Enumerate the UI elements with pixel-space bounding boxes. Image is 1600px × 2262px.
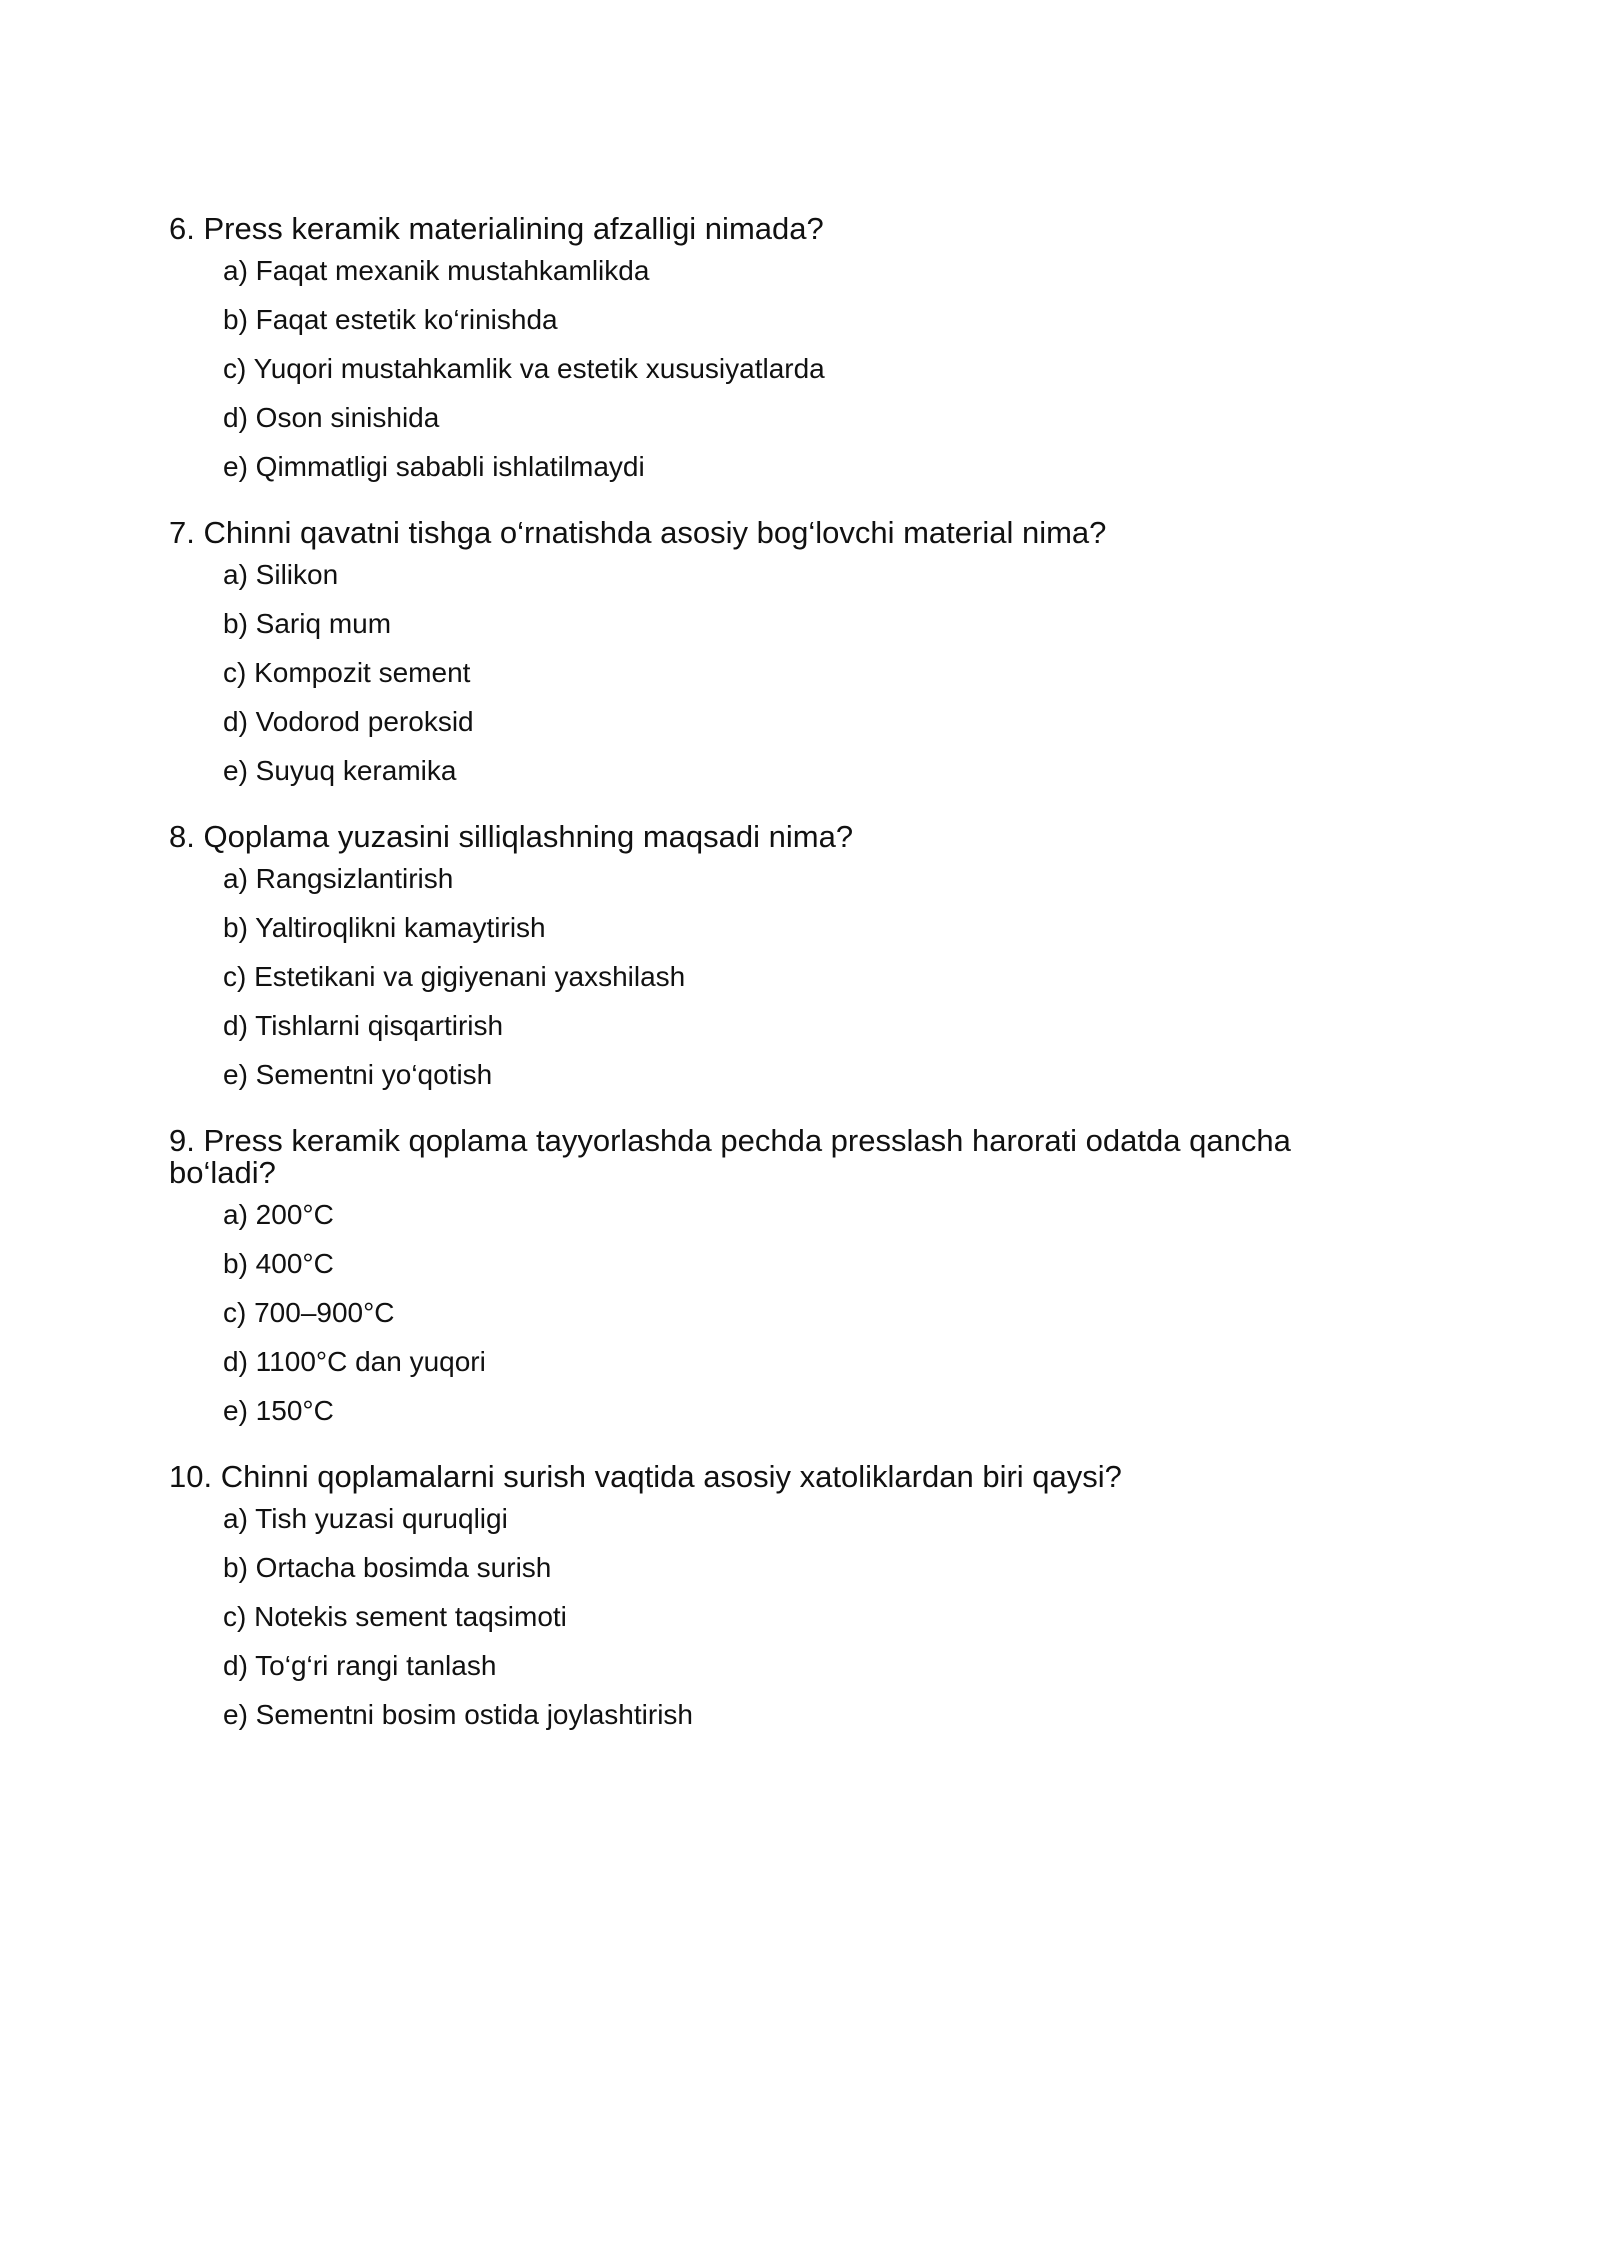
option-a: a) Rangsizlantirish [223, 863, 454, 894]
question-8 [169, 821, 1400, 1091]
answer-options [169, 254, 1400, 483]
option-b: b) 400°C [223, 1248, 334, 1279]
option-d: d) Tishlarni qisqartirish [223, 1010, 504, 1041]
question-text: 6. Press keramik materialining afzalligi nimada? [169, 211, 824, 246]
answer-options [169, 558, 1400, 787]
question-text: 7. Chinni qavatni tishga o‘rnatishda asosiy bog‘lovchi material nima? [169, 515, 1107, 550]
question-text: 10. Chinni qoplamalarni surish vaqtida asosiy xatoliklardan biri qaysi? [169, 1459, 1122, 1494]
option-b: b) Faqat estetik ko‘rinishda [223, 304, 558, 335]
option-a: a) Faqat mexanik mustahkamlikda [223, 255, 650, 286]
question-9 [169, 1125, 1400, 1427]
option-b: b) Yaltiroqlikni kamaytirish [223, 912, 546, 943]
option-c: c) Yuqori mustahkamlik va estetik xususiyatlarda [223, 353, 825, 384]
option-c: c) Estetikani va gigiyenani yaxshilash [223, 961, 686, 992]
question-text: 8. Qoplama yuzasini silliqlashning maqsadi nima? [169, 819, 854, 854]
option-b: b) Ortacha bosimda surish [223, 1552, 552, 1583]
option-c: c) Kompozit sement [223, 657, 471, 688]
option-e: e) Sementni bosim ostida joylashtirish [223, 1699, 693, 1730]
question-6 [169, 213, 1400, 483]
option-d: d) Vodorod peroksid [223, 706, 474, 737]
option-d: d) Oson sinishida [223, 402, 440, 433]
option-c: c) 700–900°C [223, 1297, 395, 1328]
option-b: b) Sariq mum [223, 608, 392, 639]
question-7 [169, 517, 1400, 787]
option-e: e) Qimmatligi sababli ishlatilmaydi [223, 451, 645, 482]
option-e: e) Sementni yo‘qotish [223, 1059, 493, 1090]
question-10 [169, 1461, 1400, 1731]
question-text: 9. Press keramik qoplama tayyorlashda pechda presslash harorati odatda qancha bo‘ladi? [169, 1123, 1291, 1190]
option-e: e) Suyuq keramika [223, 755, 457, 786]
answer-options [169, 1502, 1400, 1731]
option-d: d) To‘g‘ri rangi tanlash [223, 1650, 497, 1681]
option-e: e) 150°C [223, 1395, 334, 1426]
answer-options [169, 1198, 1400, 1427]
option-c: c) Notekis sement taqsimoti [223, 1601, 567, 1632]
option-a: a) Tish yuzasi quruqligi [223, 1503, 508, 1534]
option-a: a) 200°C [223, 1199, 334, 1230]
option-d: d) 1100°C dan yuqori [223, 1346, 486, 1377]
option-a: a) Silikon [223, 559, 339, 590]
answer-options [169, 862, 1400, 1091]
